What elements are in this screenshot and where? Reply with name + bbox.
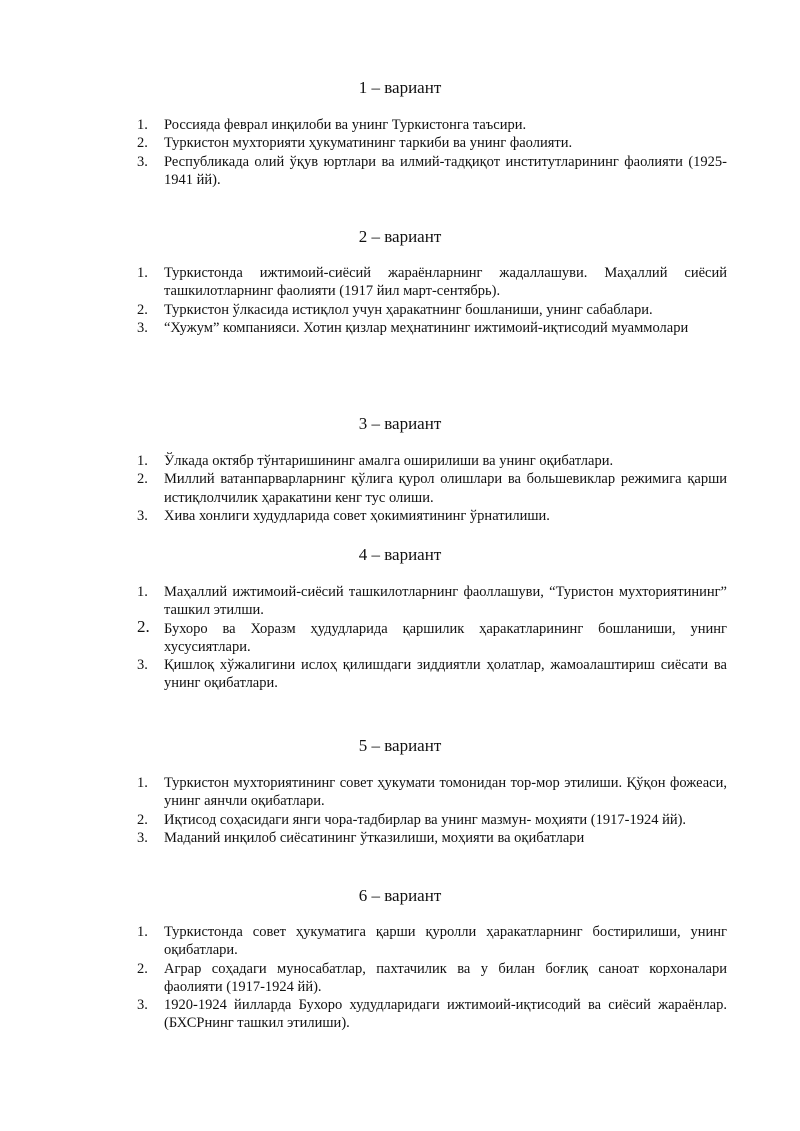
item-text: Бухоро ва Хоразм ҳудудларида қаршилик ҳаракатларининг бошланиши, унинг хусусиятлари. [164,620,727,655]
item-text: Аграр соҳадаги муносабатлар, пахтачилик ва у билан боғлиқ саноат корхоналари фаолияти (1917-1924 йй). [164,960,727,995]
item-number: 1. [137,584,148,600]
item-number: 2. [137,811,148,828]
variant-2-list [137,264,727,337]
variant-6-list [137,923,727,1033]
item-text: Туркистон мухторияти ҳукуматининг таркиби ва унинг фаолияти. [164,135,573,152]
item-number: 2. [137,135,148,152]
item-text: Туркистон ўлкасида истиқлол учун ҳаракатнинг бошланиши, унинг сабаблари. [164,301,653,318]
list-item [137,116,727,134]
item-text: Қишлоқ хўжалигини ислоҳ қилишдаги зиддиятли ҳолатлар, жамоалаштириш сиёсати ва унинг оқибатлари. [164,657,727,692]
item-number: 1. [137,265,148,281]
item-text: Республикада олий ўқув юртлари ва илмий-тадқиқот институтларининг фаолияти (1925-1941 йй). [164,153,727,188]
list-item [137,470,727,507]
list-item [137,319,727,337]
variant-1-list [137,116,727,189]
item-number: 1. [137,775,148,791]
variant-5-list [137,774,727,847]
item-text: Маҳаллий ижтимоий-сиёсий ташкилотларнинг фаоллашуви, “Туристон мухториятининг” ташкил этилши. [164,584,727,619]
list-item [137,507,727,525]
list-item [137,134,727,152]
list-item [137,774,727,811]
list-item [137,301,727,319]
variant-5-heading: 5 – вариант [358,736,442,755]
list-item [137,996,727,1033]
item-text: 1920-1924 йилларда Бухоро худудларидаги ижтимоий-иқтисодий ва сиёсий жараёнлар. (БХСРнинг ташкил этилиши). [164,997,727,1032]
list-item [137,264,727,301]
variant-4-heading: 4 – вариант [358,545,442,564]
list-item [137,811,727,829]
item-number: 1. [137,924,148,940]
item-number: 3. [137,657,148,674]
item-text: Туркистон мухториятининг совет ҳукумати томонидан тор-мор этилиши. Қўқон фожеаси, унинг аянчли оқибатлари. [164,775,727,810]
variant-3-list [137,452,727,525]
item-number: 3. [137,153,148,170]
list-item [137,656,727,693]
item-number: 1. [137,453,148,469]
item-number: 2. [137,960,148,977]
item-number: 3. [137,997,148,1014]
list-item [137,829,727,847]
item-text: Иқтисод соҳасидаги янги чора-тадбирлар ва унинг мазмун- моҳияти (1917-1924 йй). [164,811,687,828]
item-text: Ўлкада октябр тўнтаришининг амалга оширилиши ва унинг оқибатлари. [164,453,614,469]
item-number: 3. [137,829,148,846]
variant-1-heading: 1 – вариант [358,78,442,97]
item-number: 1. [137,117,148,133]
list-item [137,960,727,997]
item-text: Маданий инқилоб сиёсатининг ўтказилиши, моҳияти ва оқибатлари [164,829,585,846]
item-text: Хива хонлиги худудларида совет ҳокимиятининг ўрнатилиши. [164,507,550,524]
item-text: Россияда феврал инқилоби ва унинг Туркистонга таъсири. [164,117,527,133]
item-number: 2. [137,301,148,318]
item-number: 3. [137,319,148,336]
item-text: Миллий ватанпарварларнинг қўлига қурол олишлари ва большевиклар режимига қарши истиқлолчилик ҳаракатини кенг тус олиши. [164,471,727,506]
variant-3-heading: 3 – вариант [358,414,442,433]
item-text: “Хужум” компанияси. Хотин қизлар меҳнатининг ижтимоий-иқтисодий муаммолари [164,319,689,336]
item-text: Туркистонда совет ҳукуматига қарши қуролли ҳаракатларнинг бостирилиши, унинг оқибатлари. [164,924,727,959]
variant-2-heading: 2 – вариант [358,227,442,246]
list-item [137,616,727,657]
item-number: 3. [137,507,148,524]
list-item [137,452,727,470]
list-item [137,923,727,960]
item-number: 2. [137,616,150,636]
item-text: Туркистонда ижтимоий-сиёсий жараёнларнинг жадаллашуви. Маҳаллий сиёсий ташкилотларнинг фаолияти (1917 йил март-сентябрь). [164,265,727,300]
list-item [137,153,727,190]
variant-6-heading: 6 – вариант [358,886,442,905]
variant-4-list [137,583,727,693]
list-item [137,583,727,620]
item-number: 2. [137,471,148,488]
